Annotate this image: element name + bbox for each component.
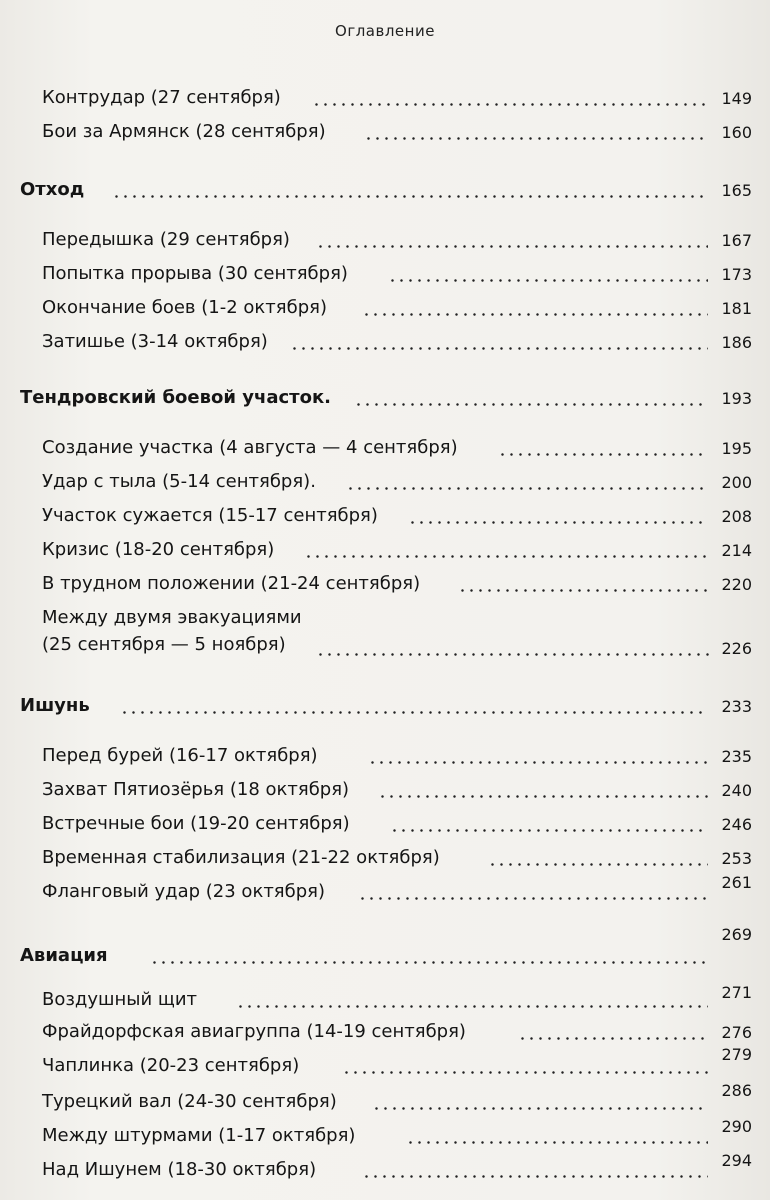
- toc-page-number: 271: [721, 983, 752, 1002]
- dot-leader: [150, 961, 708, 964]
- toc-page-number: 167: [721, 231, 752, 250]
- dot-leader: [388, 279, 708, 282]
- toc-page-number: 181: [721, 299, 752, 318]
- toc-page-number: 220: [721, 575, 752, 594]
- dot-leader: [236, 1005, 708, 1008]
- toc-entry: [0, 604, 770, 658]
- toc-entry: [0, 118, 770, 148]
- toc-page-number: 193: [721, 389, 752, 408]
- toc-entry-title: Попытка прорыва (30 сентября): [42, 263, 348, 284]
- toc-page-number: 294: [721, 1151, 752, 1170]
- toc-entry-title: Фрайдорфская авиагруппа (14-19 сентября): [42, 1021, 466, 1042]
- toc-entry-title: Передышка (29 сентября): [42, 229, 290, 250]
- toc-entry-title: Контрудар (27 сентября): [42, 87, 281, 108]
- toc-entry-title: Затишье (3-14 октября): [42, 331, 268, 352]
- toc-entry: [0, 536, 770, 566]
- toc-page-number: 208: [721, 507, 752, 526]
- toc-entry: [0, 1018, 770, 1048]
- toc-page-number: 186: [721, 333, 752, 352]
- toc-entry-title-continued: (25 сентября — 5 ноября): [42, 634, 286, 655]
- toc-page-number: 240: [721, 781, 752, 800]
- toc-section: [0, 176, 770, 206]
- toc-entry: [0, 294, 770, 324]
- dot-leader: [390, 829, 708, 832]
- toc-entry-title: В трудном положении (21-24 сентября): [42, 573, 421, 594]
- toc-page-number: 276: [721, 1023, 752, 1042]
- dot-leader: [364, 137, 708, 140]
- toc-entry: [0, 502, 770, 532]
- toc-page-number: 286: [721, 1081, 752, 1100]
- toc-entry-title: Встречные бои (19-20 сентября): [42, 813, 350, 834]
- toc-entry-title: Чаплинка (20-23 сентября): [42, 1055, 300, 1076]
- toc-entry-title: Окончание боев (1-2 октября): [42, 297, 327, 318]
- toc-section: [0, 692, 770, 722]
- toc-entry: [0, 226, 770, 256]
- dot-leader: [354, 403, 708, 406]
- toc-page-number: 253: [721, 849, 752, 868]
- toc-page-number: 226: [721, 639, 752, 658]
- toc-page-number: 261: [721, 873, 752, 892]
- toc-entry-title: Тендровский боевой участок.: [20, 387, 332, 408]
- dot-leader: [362, 313, 708, 316]
- dot-leader: [342, 1071, 708, 1074]
- toc-page-number: 160: [721, 123, 752, 142]
- dot-leader: [518, 1037, 708, 1040]
- dot-leader: [498, 453, 708, 456]
- dot-leader: [304, 555, 708, 558]
- toc-entry: [0, 1117, 770, 1152]
- toc-entry-title: Захват Пятиозёрья (18 октября): [42, 779, 350, 800]
- toc-entry: [0, 1045, 770, 1082]
- toc-section: [0, 925, 770, 972]
- toc-entry-title: Над Ишунем (18-30 октября): [42, 1159, 317, 1180]
- toc-entry: [0, 434, 770, 464]
- toc-entry-title: Участок сужается (15-17 сентября): [42, 505, 378, 526]
- toc-entry: [0, 810, 770, 840]
- dot-leader: [458, 589, 708, 592]
- dot-leader: [112, 195, 708, 198]
- toc-entry-title: Отход: [20, 179, 85, 200]
- toc-entry: [0, 983, 770, 1016]
- toc-entry: [0, 570, 770, 600]
- dot-leader: [290, 347, 708, 350]
- toc-page-number: 173: [721, 265, 752, 284]
- toc-entry: [0, 873, 770, 908]
- toc-entry-title: Временная стабилизация (21-22 октября): [42, 847, 440, 868]
- toc-page-number: 195: [721, 439, 752, 458]
- toc-entry-title: Бои за Армянск (28 сентября): [42, 121, 326, 142]
- toc-entry: [0, 742, 770, 772]
- toc-entry-title: Авиация: [20, 945, 108, 966]
- toc-page-number: 200: [721, 473, 752, 492]
- toc-page-number: 290: [721, 1117, 752, 1136]
- toc-entry-title: Создание участка (4 августа — 4 сентября): [42, 437, 458, 458]
- toc-page-number: 233: [721, 697, 752, 716]
- dot-leader: [358, 897, 708, 900]
- toc-entry-title: Между штурмами (1-17 октября): [42, 1125, 356, 1146]
- toc-page-number: 235: [721, 747, 752, 766]
- toc-entry-title: Перед бурей (16-17 октября): [42, 745, 318, 766]
- toc-page-number: 269: [721, 925, 752, 944]
- toc-entry-title: Кризис (18-20 сентября): [42, 539, 275, 560]
- toc-entry: [0, 328, 770, 358]
- toc-entry-title: Между двумя эвакуациями: [42, 607, 302, 628]
- dot-leader: [488, 863, 708, 866]
- toc-entry: [0, 84, 770, 114]
- dot-leader: [346, 487, 708, 490]
- toc-entry: [0, 776, 770, 806]
- toc-page-number: 149: [721, 89, 752, 108]
- toc-entry-title: Удар с тыла (5-14 сентября).: [42, 471, 316, 492]
- dot-leader: [378, 795, 708, 798]
- toc-page-number: 279: [721, 1045, 752, 1064]
- toc-entry-title: Фланговый удар (23 октября): [42, 881, 326, 902]
- toc-entry-title: Турецкий вал (24-30 сентября): [42, 1091, 337, 1112]
- dot-leader: [312, 103, 708, 106]
- dot-leader: [316, 653, 710, 656]
- dot-leader: [368, 761, 708, 764]
- toc-page-number: 214: [721, 541, 752, 560]
- dot-leader: [316, 245, 708, 248]
- toc-entry: [0, 844, 770, 874]
- toc-section: [0, 384, 770, 414]
- toc-entry: [0, 260, 770, 290]
- toc-entry: [0, 1151, 770, 1186]
- dot-leader: [362, 1175, 708, 1178]
- dot-leader: [120, 711, 708, 714]
- dot-leader: [372, 1107, 708, 1110]
- dot-leader: [408, 521, 708, 524]
- toc-entry: [0, 1081, 770, 1118]
- toc-entry-title: Воздушный щит: [42, 989, 198, 1010]
- toc-page-number: 165: [721, 181, 752, 200]
- toc-page-number: 246: [721, 815, 752, 834]
- running-head: Оглавление: [335, 22, 435, 40]
- toc-entry-title: Ишунь: [20, 695, 90, 716]
- dot-leader: [406, 1141, 708, 1144]
- toc-entry: [0, 468, 770, 498]
